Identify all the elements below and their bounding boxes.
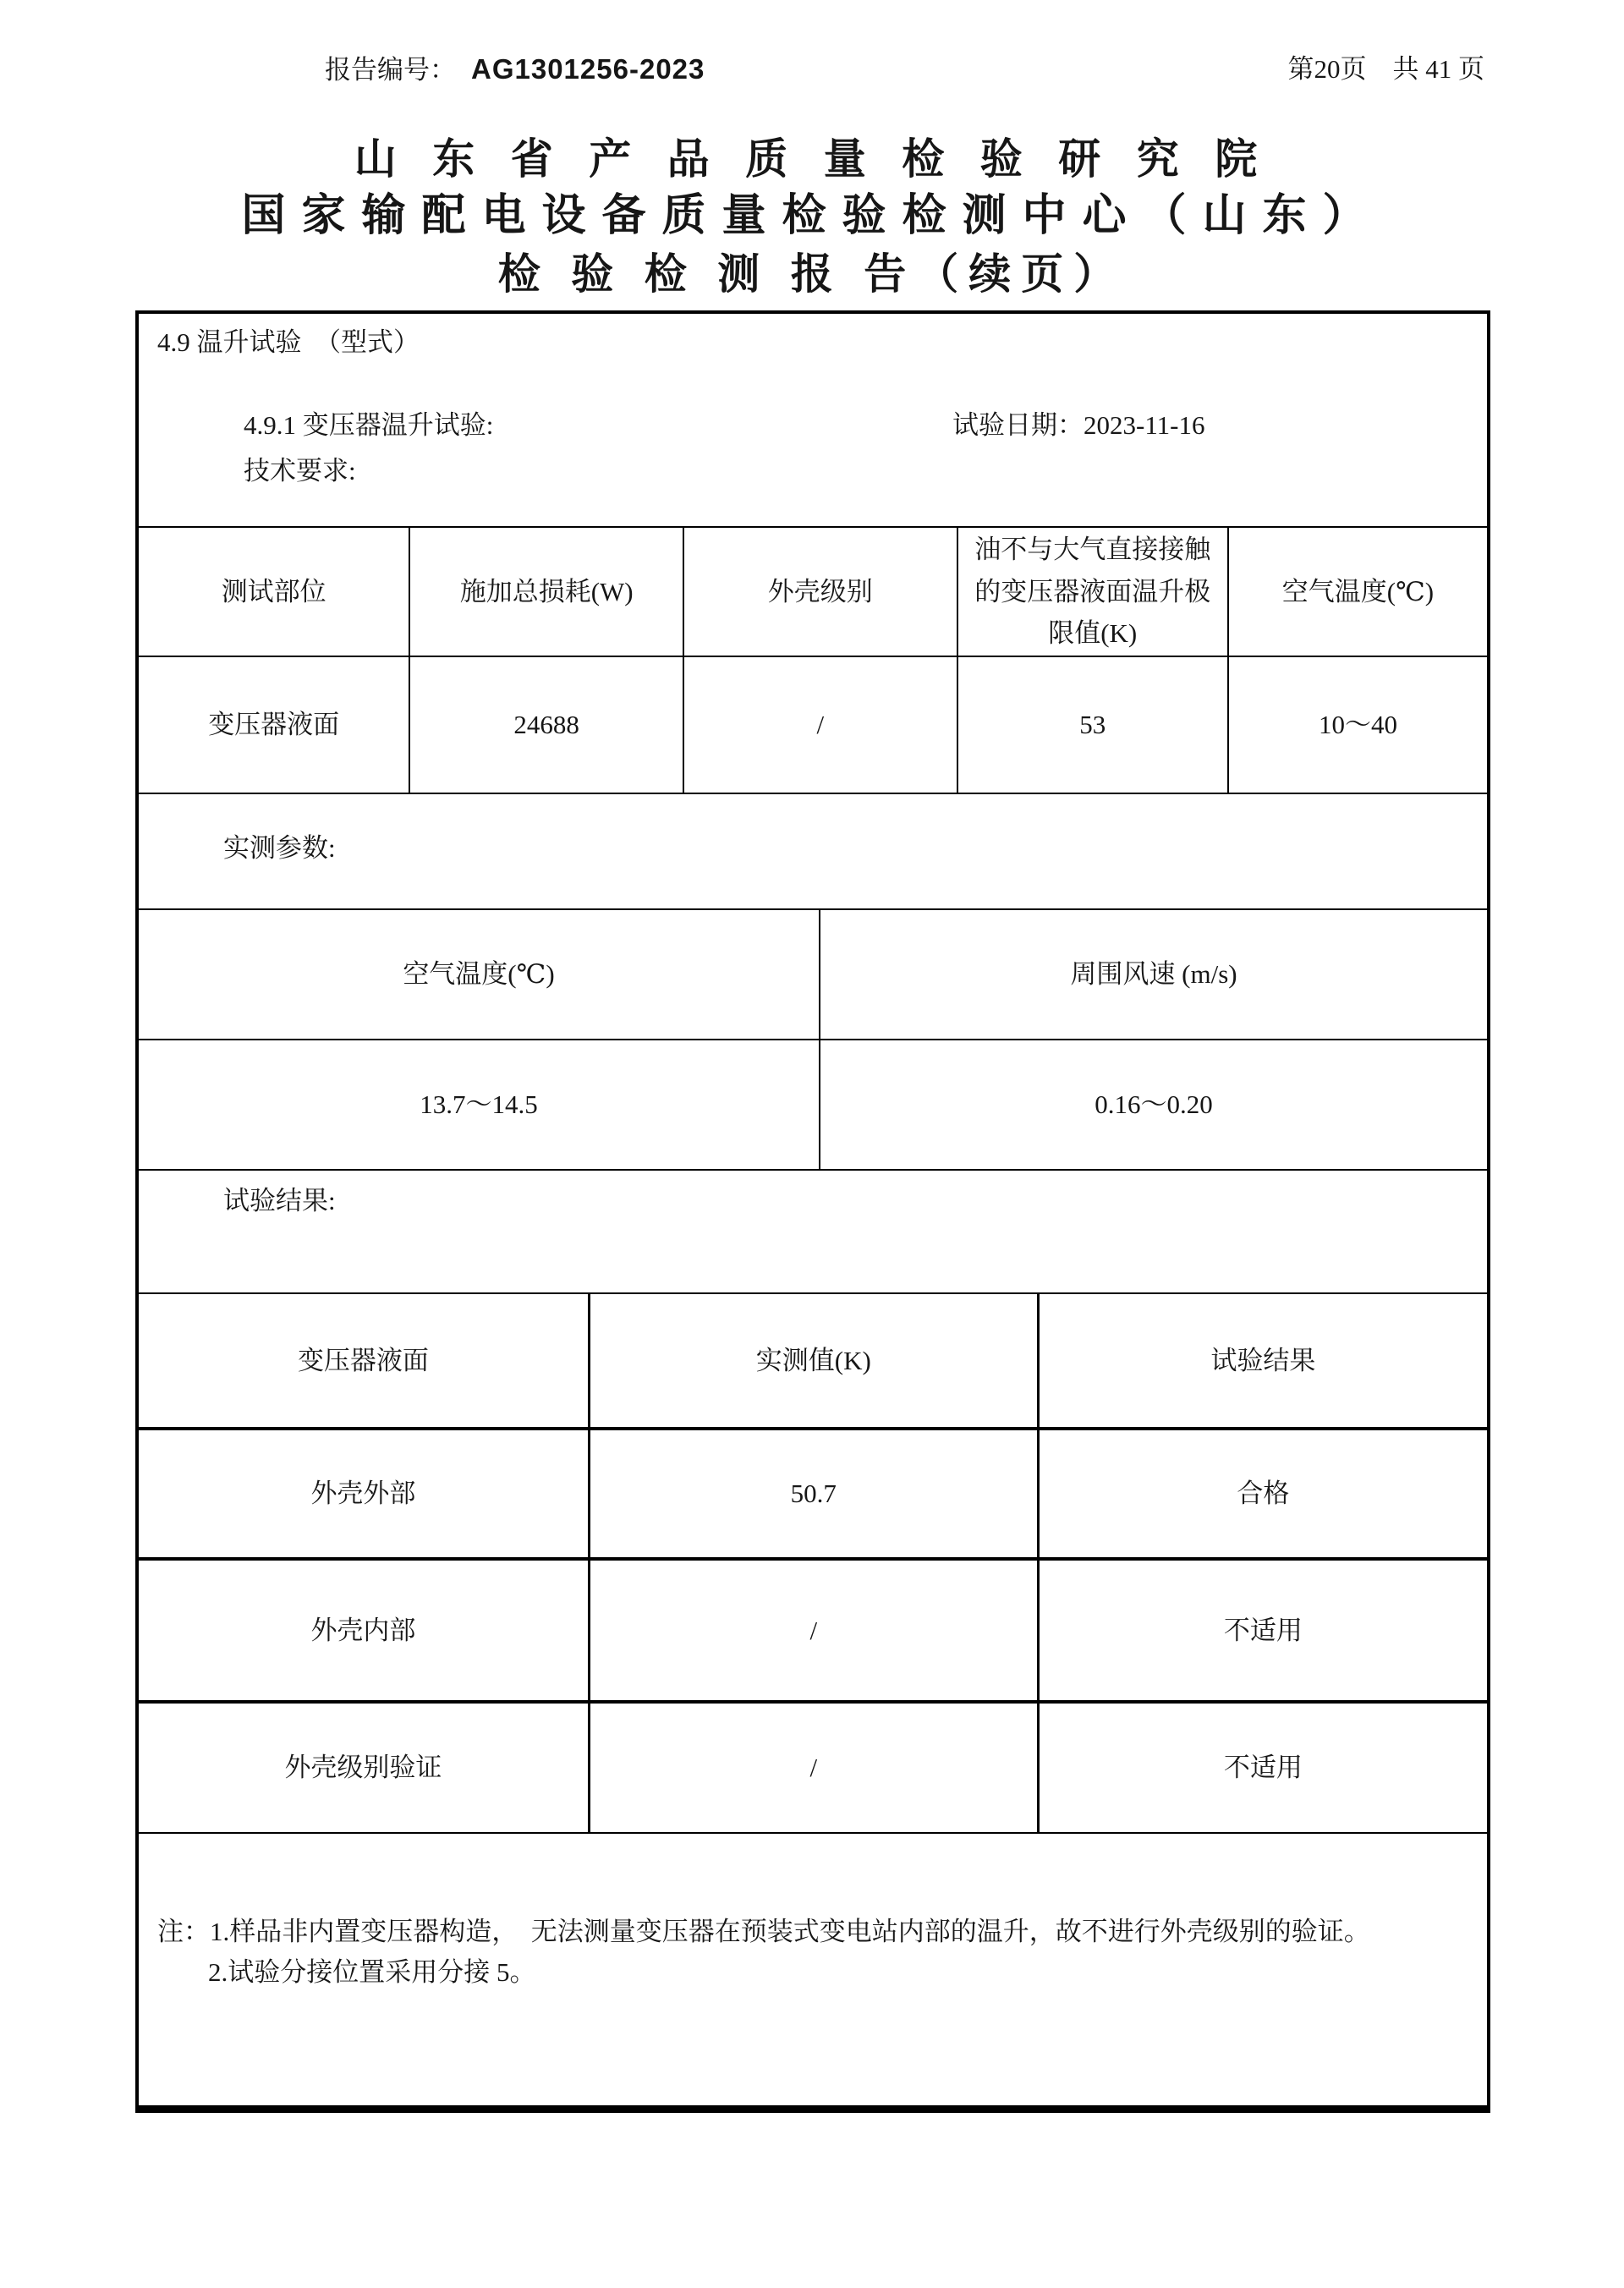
result-table: [139, 1292, 1487, 1834]
table-cell: /: [589, 1702, 1038, 1833]
page-number-info: 第20页 共 41 页: [1287, 54, 1484, 84]
tech-requirements-label: 技术要求:: [244, 456, 356, 486]
table-cell: 13.7～14.5: [139, 1040, 820, 1170]
table-header-cell: 施加总损耗(W): [409, 527, 683, 656]
limits-table: [139, 526, 1487, 794]
table-header-cell: 空气温度(℃): [1228, 527, 1487, 656]
measured-params-label: 实测参数:: [223, 833, 336, 863]
ambient-table: [139, 908, 1487, 1171]
center-title: 国家输配电设备质量检验检测中心（山东）: [241, 192, 1383, 240]
result-table-row: [139, 1702, 1487, 1833]
table-header-cell: 测试部位: [139, 527, 409, 656]
table-cell: /: [589, 1559, 1038, 1702]
table-cell: /: [683, 656, 957, 793]
subclause-heading: 4.9.1 变压器温升试验:: [244, 410, 494, 440]
table-header-cell: 空气温度(℃): [139, 909, 820, 1040]
table-cell: 变压器液面: [139, 656, 409, 793]
table-cell: 10～40: [1228, 656, 1487, 793]
table-cell: 合格: [1038, 1429, 1487, 1559]
result-table-row: [139, 1429, 1487, 1559]
table-header-cell: 外壳级别: [683, 527, 957, 656]
institute-title: 山 东 省 产 品 质 量 检 验 研 究 院: [354, 135, 1270, 183]
notes-block: [157, 1912, 1473, 1993]
table-header-cell: 实测值(K): [589, 1293, 1038, 1429]
limits-table-data-row: [139, 656, 1487, 793]
test-date-line: [952, 407, 1205, 444]
clause-heading: 4.9 温升试验 （型式）: [157, 327, 420, 357]
note-label: 注：: [157, 1917, 210, 1946]
test-date-value: 2023-11-16: [1084, 410, 1205, 440]
note-text: 2.试验分接位置采用分接 5。: [208, 1957, 536, 1987]
report-title: 检 验 检 测 报 告（续页）: [497, 250, 1127, 298]
table-header-cell: 油不与大气直接接触的变压器液面温升极限值(K): [957, 527, 1228, 656]
result-table-row: [139, 1559, 1487, 1702]
table-header-cell: 变压器液面: [139, 1293, 589, 1429]
table-cell: 不适用: [1038, 1702, 1487, 1833]
note-line: [157, 1912, 1473, 1952]
content-frame: [135, 310, 1490, 2113]
ambient-table-data-row: [139, 1040, 1487, 1170]
report-number-line: [325, 51, 705, 89]
table-header-cell: 试验结果: [1038, 1293, 1487, 1429]
ambient-table-header-row: [139, 909, 1487, 1040]
result-table-header-row: [139, 1293, 1487, 1429]
note-text: 1.样品非内置变压器构造， 无法测量变压器在预装式变电站内部的温升，故不进行外壳级别的验证。: [210, 1917, 1370, 1946]
table-header-cell: 周围风速 (m/s): [820, 909, 1487, 1040]
report-number-value: AG1301256-2023: [471, 53, 705, 85]
table-cell: 24688: [409, 656, 683, 793]
note-line: [208, 1952, 1473, 1993]
table-cell: 不适用: [1038, 1559, 1487, 1702]
table-cell: 0.16～0.20: [820, 1040, 1487, 1170]
table-cell: 外壳级别验证: [139, 1702, 589, 1833]
limits-table-header-row: [139, 527, 1487, 656]
test-result-label: 试验结果:: [223, 1186, 336, 1215]
table-cell: 50.7: [589, 1429, 1038, 1559]
table-cell: 外壳内部: [139, 1559, 589, 1702]
test-date-label: 试验日期：: [952, 410, 1084, 440]
table-cell: 53: [957, 656, 1228, 793]
report-number-label: 报告编号：: [325, 55, 456, 85]
table-cell: 外壳外部: [139, 1429, 589, 1559]
